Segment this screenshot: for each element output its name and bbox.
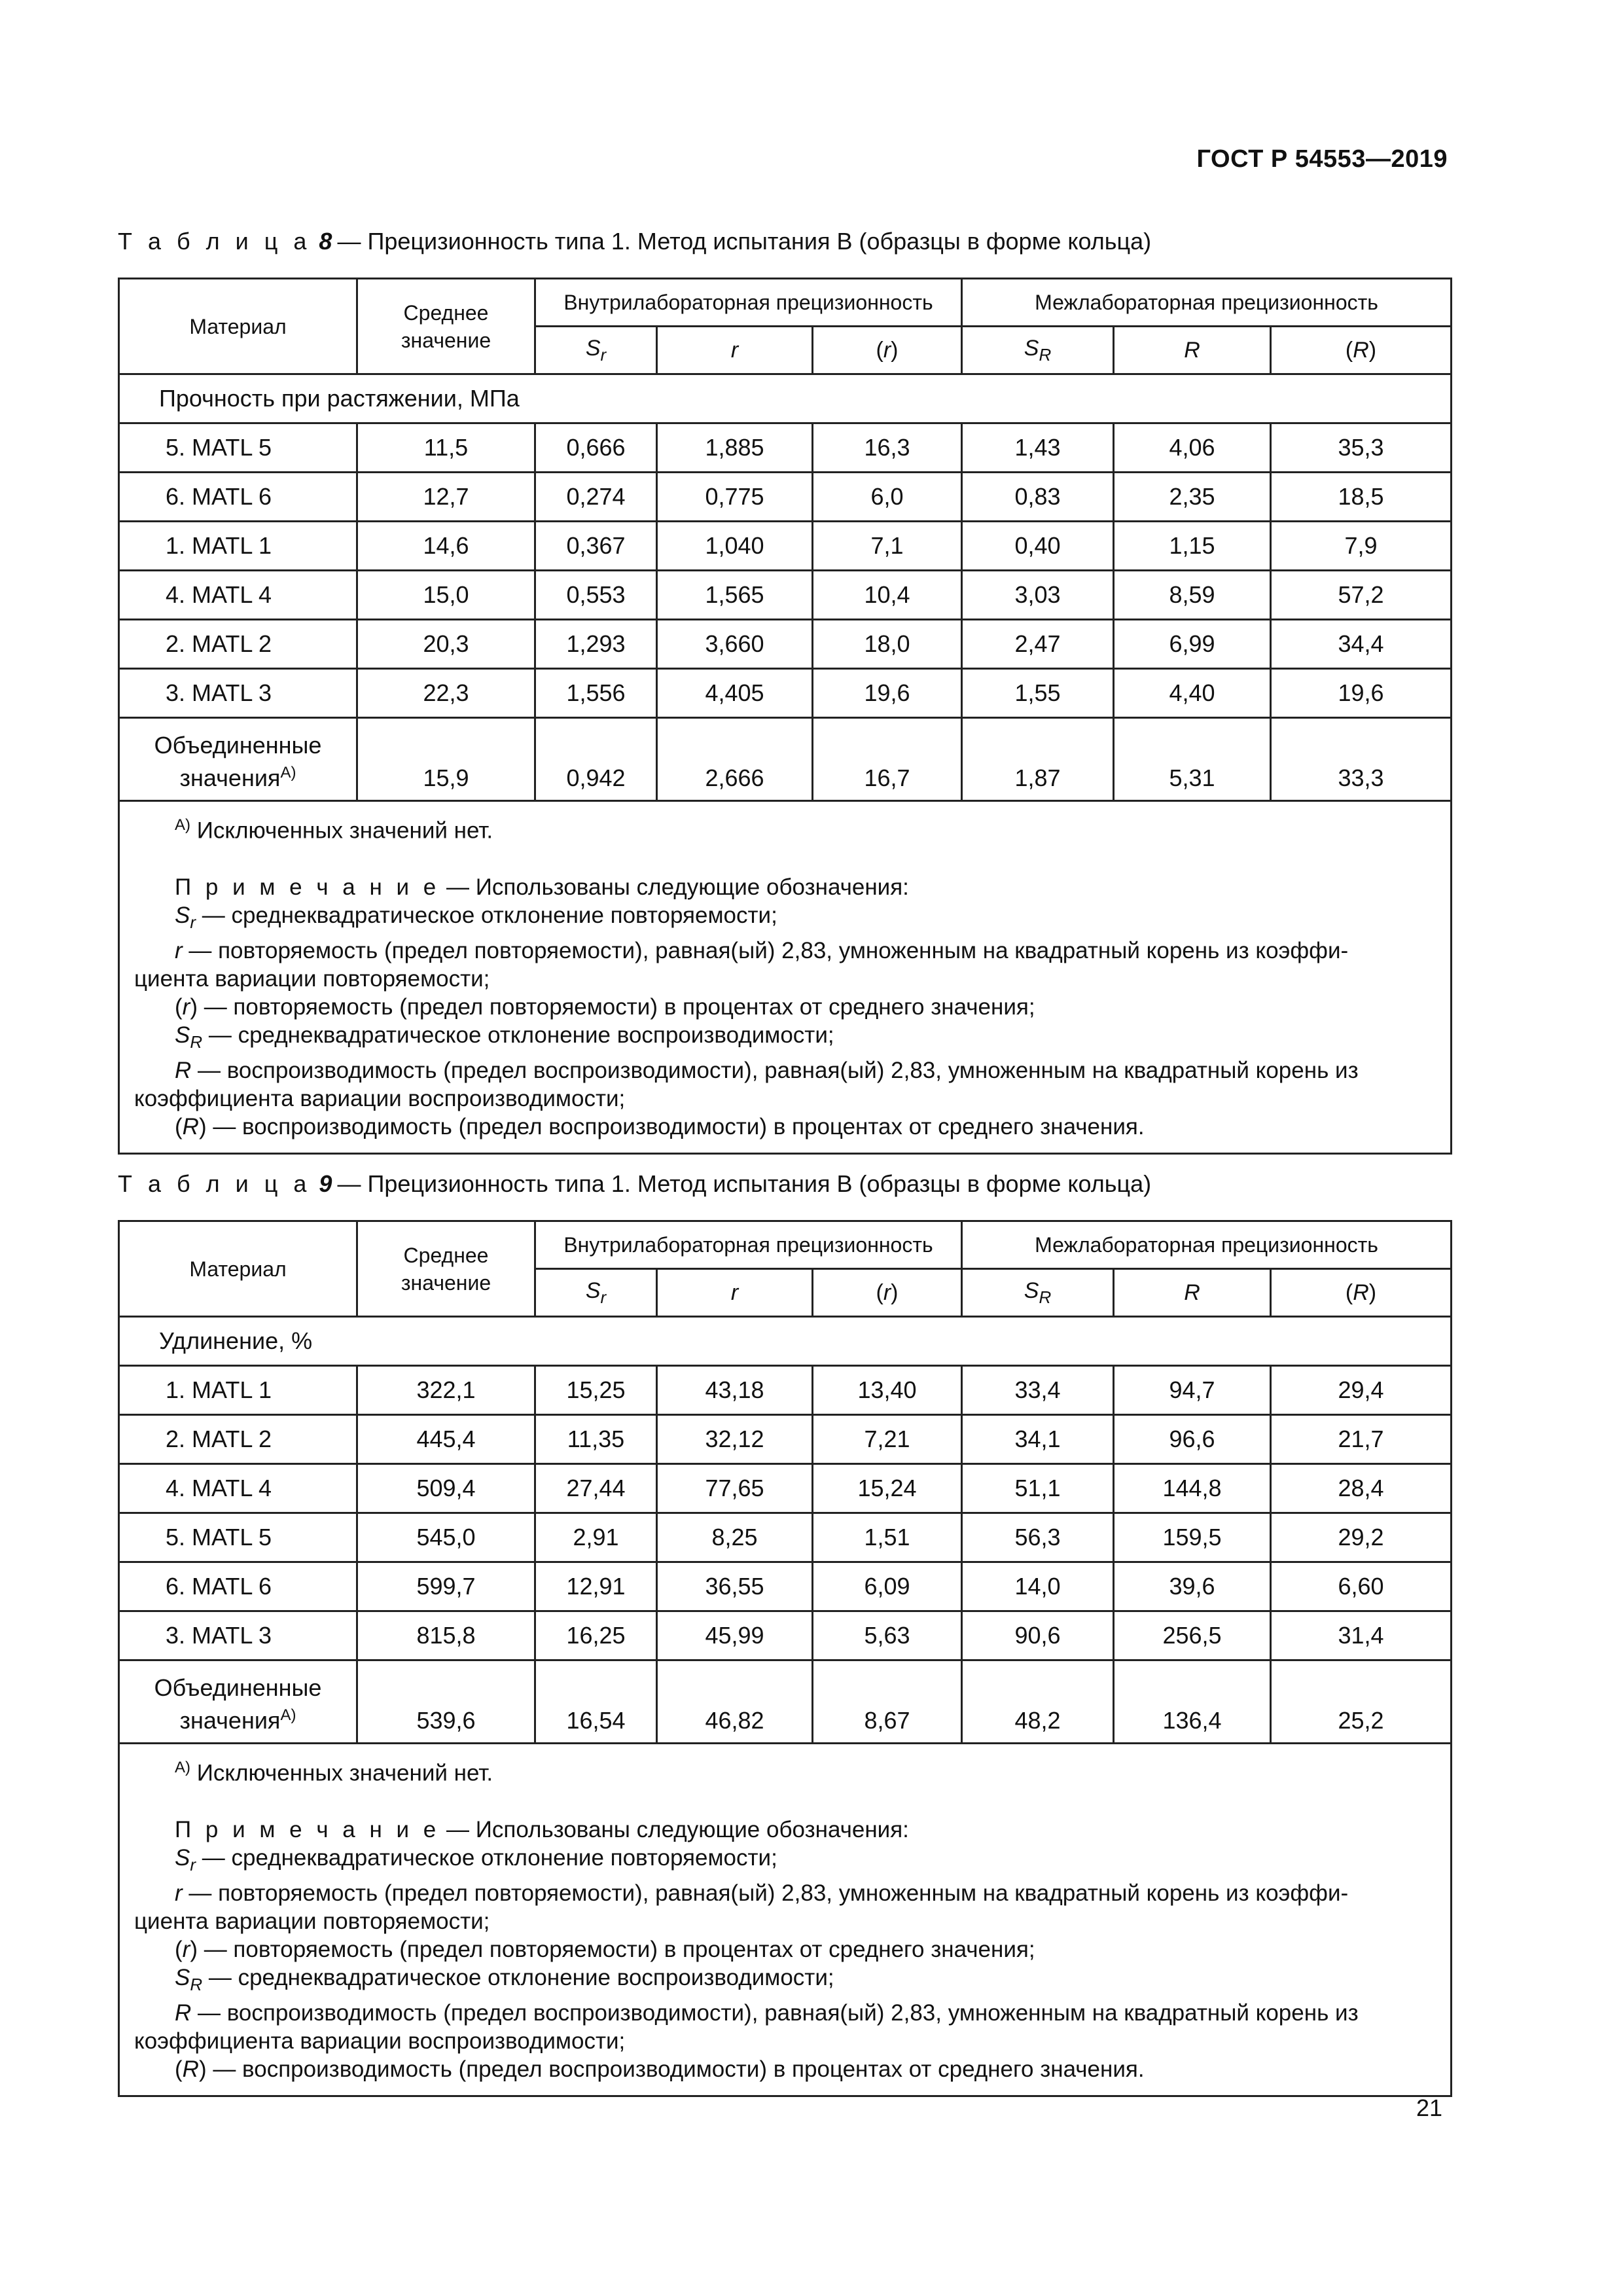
cell-r-percent: 18,0 — [813, 620, 962, 669]
mean-header-line1: Среднее — [403, 1243, 489, 1267]
cell-material: 5. MATL 5 — [119, 423, 357, 473]
mean-header-line2: значение — [401, 1270, 491, 1295]
table-row — [119, 571, 1452, 620]
cell-sr: 0,942 — [535, 718, 657, 801]
cell-mean: 15,0 — [357, 571, 535, 620]
cell-R-percent: 35,3 — [1271, 423, 1452, 473]
column-header-within-lab: Внутрилабораторная прецизионность — [535, 1221, 962, 1269]
cell-r: 32,12 — [657, 1415, 813, 1464]
cell-R: 144,8 — [1114, 1464, 1271, 1513]
cell-r-percent: 7,1 — [813, 522, 962, 571]
cell-sR: 1,87 — [962, 718, 1114, 801]
cell-r: 77,65 — [657, 1464, 813, 1513]
table-caption-number: 9 — [319, 1170, 332, 1197]
precision-table-8 — [118, 278, 1452, 1155]
cell-mean: 599,7 — [357, 1562, 535, 1611]
cell-mean: 545,0 — [357, 1513, 535, 1562]
table-9-caption — [118, 1170, 1151, 1198]
cell-r: 8,25 — [657, 1513, 813, 1562]
mean-header-line1: Среднее — [403, 300, 489, 325]
section-label: Удлинение, % — [119, 1317, 1452, 1366]
symbol-R-percent: (R) — [1271, 1269, 1452, 1317]
note-R: R — воспроизводимость (предел воспроизводимости), равная(ый) 2,83, умноженным на квадратный корень из — [175, 1057, 1359, 1083]
cell-mean: 14,6 — [357, 522, 535, 571]
table-row — [119, 473, 1452, 522]
column-header-between-lab: Межлабораторная прецизионность — [962, 279, 1452, 327]
cell-sr: 0,666 — [535, 423, 657, 473]
symbol-r: r — [657, 1269, 813, 1317]
cell-R-percent: 29,2 — [1271, 1513, 1452, 1562]
cell-sR: 90,6 — [962, 1611, 1114, 1660]
cell-sr: 16,25 — [535, 1611, 657, 1660]
cell-sR: 1,55 — [962, 669, 1114, 718]
note-r: r — повторяемость (предел повторяемости), равная(ый) 2,83, умноженным на квадратный корень из коэффи- — [175, 937, 1349, 963]
table-caption-number: 8 — [319, 228, 332, 255]
page-number: 21 — [1416, 2094, 1442, 2121]
mean-header-line2: значение — [401, 328, 491, 352]
table-notes — [119, 801, 1452, 1154]
footnote: $^{A)}$ Исключенных значений нет. — [175, 816, 493, 844]
table-row — [119, 1415, 1452, 1464]
cell-material: 6. MATL 6 — [119, 1562, 357, 1611]
table-row — [119, 669, 1452, 718]
cell-material: 6. MATL 6 — [119, 473, 357, 522]
cell-sr: 16,54 — [535, 1660, 657, 1744]
note-r-continued: циента вариации повторяемости; — [134, 1908, 490, 1934]
cell-material: 2. MATL 2 — [119, 620, 357, 669]
cell-r-percent: 6,09 — [813, 1562, 962, 1611]
cell-material: 1. MATL 1 — [119, 522, 357, 571]
symbol-Sr: $S_r$ — [535, 327, 657, 374]
cell-material: 3. MATL 3 — [119, 1611, 357, 1660]
cell-R: 4,40 — [1114, 669, 1271, 718]
cell-sr: 2,91 — [535, 1513, 657, 1562]
cell-sR: 48,2 — [962, 1660, 1114, 1744]
cell-R-percent: 7,9 — [1271, 522, 1452, 571]
note-SR: $S_R$ — среднеквадратическое отклонение воспроизводимости; — [175, 1022, 834, 1052]
cell-r-percent: 8,67 — [813, 1660, 962, 1744]
note-Sr: $S_r$ — среднеквадратическое отклонение повторяемости; — [175, 1844, 777, 1874]
table-caption-text: — Прецизионность типа 1. Метод испытания В (образцы в форме кольца) — [337, 228, 1152, 255]
cell-sr: 27,44 — [535, 1464, 657, 1513]
cell-r: 1,040 — [657, 522, 813, 571]
symbol-Sr: $S_r$ — [535, 1269, 657, 1317]
cell-sr: 1,556 — [535, 669, 657, 718]
note-r: r — повторяемость (предел повторяемости), равная(ый) 2,83, умноженным на квадратный корень из коэффи- — [175, 1880, 1349, 1906]
cell-R-percent: 6,60 — [1271, 1562, 1452, 1611]
cell-R: 6,99 — [1114, 620, 1271, 669]
cell-sr: 12,91 — [535, 1562, 657, 1611]
cell-mean: 20,3 — [357, 620, 535, 669]
table-row — [119, 1513, 1452, 1562]
table-row — [119, 620, 1452, 669]
column-header-within-lab: Внутрилабораторная прецизионность — [535, 279, 962, 327]
column-header-between-lab: Межлабораторная прецизионность — [962, 1221, 1452, 1269]
table-notes — [119, 1744, 1452, 2096]
cell-material: 3. MATL 3 — [119, 669, 357, 718]
cell-r-percent: 10,4 — [813, 571, 962, 620]
cell-R: 39,6 — [1114, 1562, 1271, 1611]
note-R: R — воспроизводимость (предел воспроизводимости), равная(ый) 2,83, умноженным на квадратный корень из — [175, 2000, 1359, 2026]
note-R-continued: коэффициента вариации воспроизводимости; — [134, 1085, 626, 1111]
note-r-percent: (r) — повторяемость (предел повторяемости) в процентах от среднего значения; — [175, 1936, 1035, 1962]
column-header-mean — [357, 1221, 535, 1317]
cell-mean: 15,9 — [357, 718, 535, 801]
cell-R: 96,6 — [1114, 1415, 1271, 1464]
cell-r: 3,660 — [657, 620, 813, 669]
cell-sR: 2,47 — [962, 620, 1114, 669]
cell-r: 4,405 — [657, 669, 813, 718]
symbol-SR: $S_R$ — [962, 327, 1114, 374]
cell-mean: 509,4 — [357, 1464, 535, 1513]
cell-r: 1,565 — [657, 571, 813, 620]
cell-R-percent: 21,7 — [1271, 1415, 1452, 1464]
cell-r-percent: 15,24 — [813, 1464, 962, 1513]
cell-R-percent: 28,4 — [1271, 1464, 1452, 1513]
cell-material: 4. MATL 4 — [119, 1464, 357, 1513]
cell-R: 94,7 — [1114, 1366, 1271, 1415]
symbol-r-percent: (r) — [813, 1269, 962, 1317]
table-8-caption — [118, 228, 1151, 255]
cell-R: 136,4 — [1114, 1660, 1271, 1744]
cell-mean: 445,4 — [357, 1415, 535, 1464]
symbol-r-percent: (r) — [813, 327, 962, 374]
table-row — [119, 1464, 1452, 1513]
table-caption-prefix: Т а б л и ц а — [118, 228, 312, 255]
symbol-R: R — [1114, 327, 1271, 374]
cell-material: 5. MATL 5 — [119, 1513, 357, 1562]
combined-row — [119, 718, 1452, 801]
note-Sr: $S_r$ — среднеквадратическое отклонение повторяемости; — [175, 902, 777, 932]
cell-sr: 0,367 — [535, 522, 657, 571]
cell-R: 1,15 — [1114, 522, 1271, 571]
cell-r-percent: 16,7 — [813, 718, 962, 801]
table-caption-text: — Прецизионность типа 1. Метод испытания В (образцы в форме кольца) — [337, 1170, 1152, 1197]
cell-sR: 34,1 — [962, 1415, 1114, 1464]
cell-R: 256,5 — [1114, 1611, 1271, 1660]
cell-sR: 1,43 — [962, 423, 1114, 473]
symbol-r: r — [657, 327, 813, 374]
section-label: Прочность при растяжении, МПа — [119, 374, 1452, 423]
column-header-mean — [357, 279, 535, 374]
cell-mean: 539,6 — [357, 1660, 535, 1744]
cell-r-percent: 5,63 — [813, 1611, 962, 1660]
cell-mean: 11,5 — [357, 423, 535, 473]
cell-r: 36,55 — [657, 1562, 813, 1611]
cell-sR: 0,83 — [962, 473, 1114, 522]
symbol-R-percent: (R) — [1271, 327, 1452, 374]
cell-R-percent: 29,4 — [1271, 1366, 1452, 1415]
table-row — [119, 423, 1452, 473]
cell-r: 43,18 — [657, 1366, 813, 1415]
cell-sr: 11,35 — [535, 1415, 657, 1464]
note-r-percent: (r) — повторяемость (предел повторяемости) в процентах от среднего значения; — [175, 994, 1035, 1020]
cell-r: 46,82 — [657, 1660, 813, 1744]
cell-mean: 815,8 — [357, 1611, 535, 1660]
cell-sr: 0,274 — [535, 473, 657, 522]
cell-r-percent: 7,21 — [813, 1415, 962, 1464]
cell-sR: 51,1 — [962, 1464, 1114, 1513]
cell-r-percent: 6,0 — [813, 473, 962, 522]
combined-label: Объединенные значения$^{A)}$ — [119, 1660, 357, 1744]
cell-R: 4,06 — [1114, 423, 1271, 473]
cell-sR: 56,3 — [962, 1513, 1114, 1562]
cell-R-percent: 31,4 — [1271, 1611, 1452, 1660]
note-SR: $S_R$ — среднеквадратическое отклонение воспроизводимости; — [175, 1964, 834, 1994]
table-row — [119, 1366, 1452, 1415]
cell-R: 2,35 — [1114, 473, 1271, 522]
symbol-R: R — [1114, 1269, 1271, 1317]
cell-R: 159,5 — [1114, 1513, 1271, 1562]
cell-R: 8,59 — [1114, 571, 1271, 620]
table-row — [119, 1611, 1452, 1660]
note-R-percent: (R) — воспроизводимость (предел воспроизводимости) в процентах от среднего значения. — [175, 1113, 1145, 1139]
cell-R-percent: 57,2 — [1271, 571, 1452, 620]
cell-r: 45,99 — [657, 1611, 813, 1660]
cell-r: 0,775 — [657, 473, 813, 522]
cell-r-percent: 13,40 — [813, 1366, 962, 1415]
cell-R-percent: 33,3 — [1271, 718, 1452, 801]
cell-R: 5,31 — [1114, 718, 1271, 801]
cell-r-percent: 1,51 — [813, 1513, 962, 1562]
cell-R-percent: 25,2 — [1271, 1660, 1452, 1744]
cell-r-percent: 19,6 — [813, 669, 962, 718]
cell-sR: 14,0 — [962, 1562, 1114, 1611]
cell-material: 2. MATL 2 — [119, 1415, 357, 1464]
cell-r-percent: 16,3 — [813, 423, 962, 473]
cell-r: 2,666 — [657, 718, 813, 801]
cell-sr: 15,25 — [535, 1366, 657, 1415]
precision-table-9 — [118, 1220, 1452, 2097]
note-intro: П р и м е ч а н и е — Использованы следующие обозначения: — [175, 874, 909, 900]
cell-mean: 12,7 — [357, 473, 535, 522]
cell-material: 4. MATL 4 — [119, 571, 357, 620]
cell-mean: 322,1 — [357, 1366, 535, 1415]
symbol-SR: $S_R$ — [962, 1269, 1114, 1317]
table-row — [119, 1562, 1452, 1611]
cell-sR: 33,4 — [962, 1366, 1114, 1415]
column-header-material: Материал — [119, 279, 357, 374]
cell-sr: 1,293 — [535, 620, 657, 669]
cell-mean: 22,3 — [357, 669, 535, 718]
footnote: $^{A)}$ Исключенных значений нет. — [175, 1759, 493, 1786]
combined-label: Объединенные значения$^{A)}$ — [119, 718, 357, 801]
table-caption-prefix: Т а б л и ц а — [118, 1170, 312, 1197]
cell-R-percent: 18,5 — [1271, 473, 1452, 522]
table-row — [119, 522, 1452, 571]
note-r-continued: циента вариации повторяемости; — [134, 965, 490, 992]
cell-sR: 3,03 — [962, 571, 1114, 620]
cell-sr: 0,553 — [535, 571, 657, 620]
combined-row — [119, 1660, 1452, 1744]
note-R-continued: коэффициента вариации воспроизводимости; — [134, 2028, 626, 2054]
document-id: ГОСТ Р 54553—2019 — [1196, 145, 1448, 173]
cell-R-percent: 34,4 — [1271, 620, 1452, 669]
note-intro: П р и м е ч а н и е — Использованы следующие обозначения: — [175, 1816, 909, 1842]
cell-sR: 0,40 — [962, 522, 1114, 571]
note-R-percent: (R) — воспроизводимость (предел воспроизводимости) в процентах от среднего значения. — [175, 2056, 1145, 2082]
cell-r: 1,885 — [657, 423, 813, 473]
cell-R-percent: 19,6 — [1271, 669, 1452, 718]
column-header-material: Материал — [119, 1221, 357, 1317]
cell-material: 1. MATL 1 — [119, 1366, 357, 1415]
